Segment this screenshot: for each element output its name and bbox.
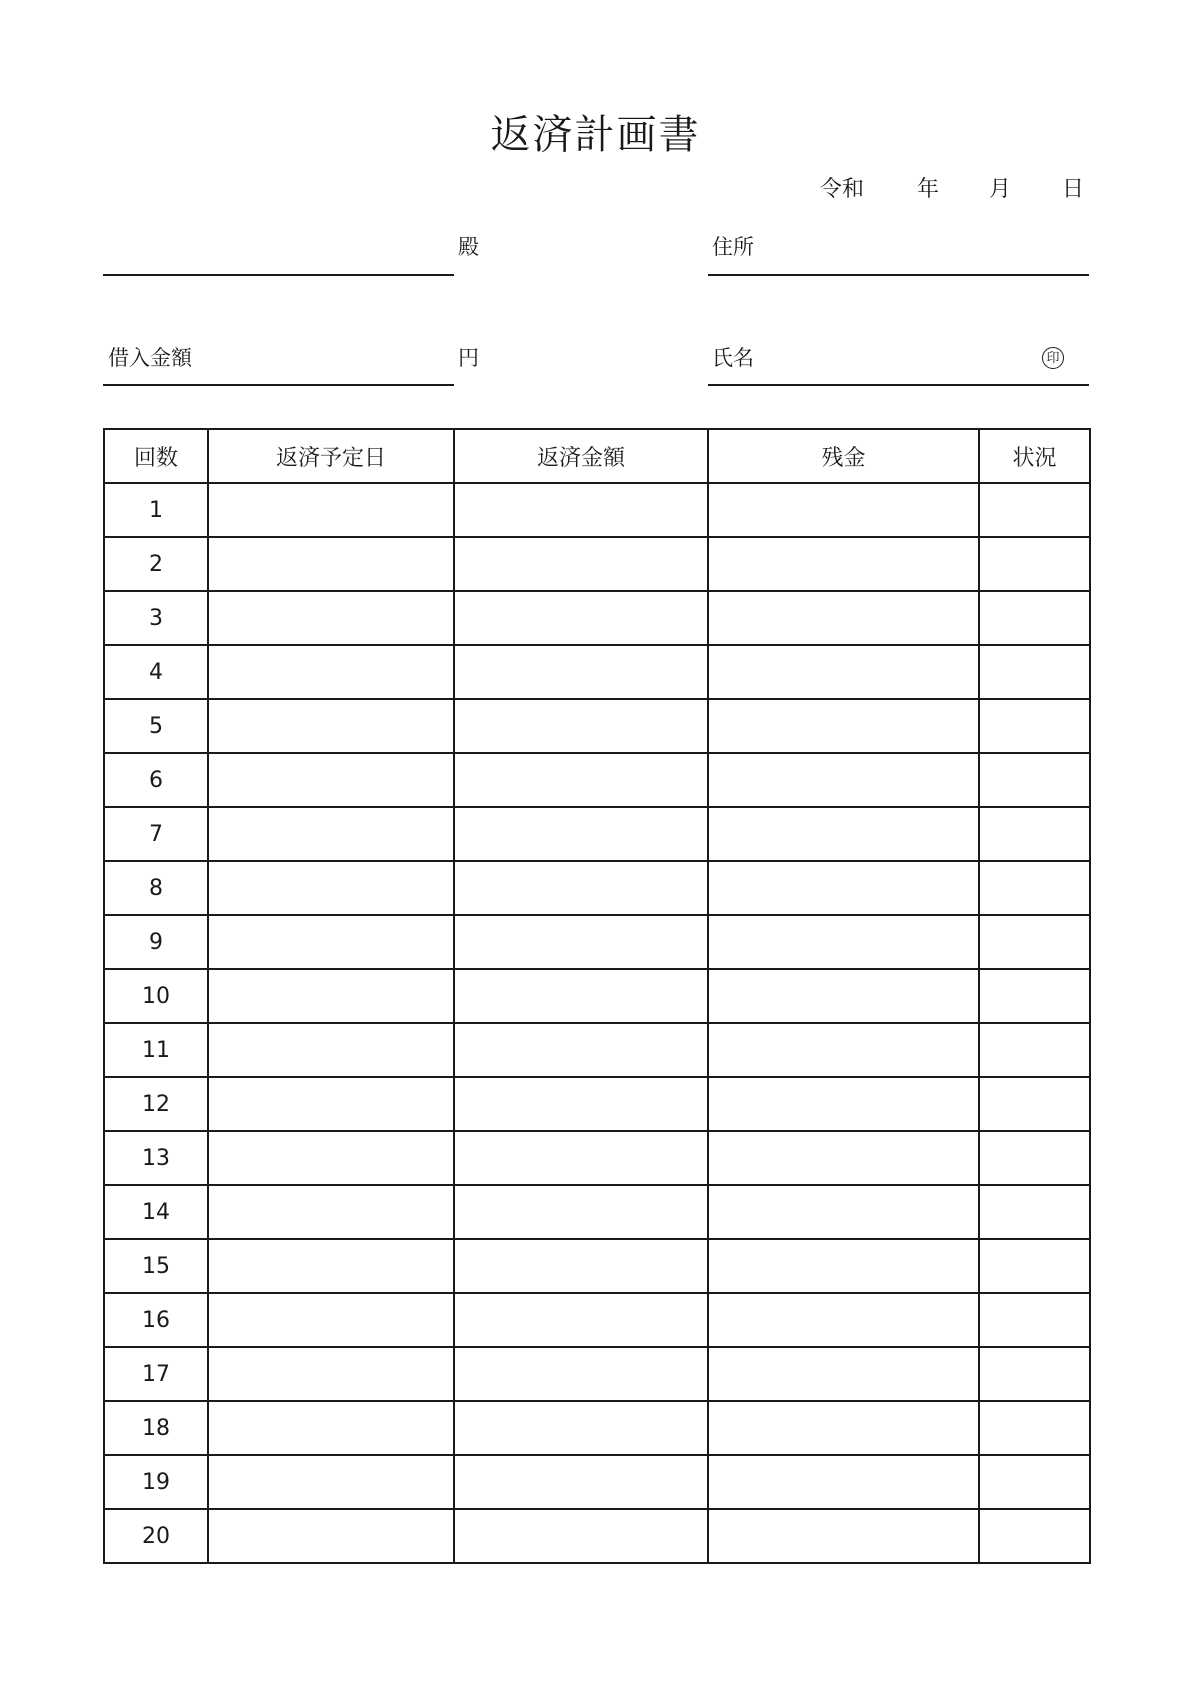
cell-balance[interactable] xyxy=(708,861,979,915)
cell-scheduled-date[interactable] xyxy=(208,1023,454,1077)
row-number: 15 xyxy=(104,1239,208,1293)
recipient-honorific: 殿 xyxy=(458,235,479,259)
row-number: 19 xyxy=(104,1455,208,1509)
cell-status[interactable] xyxy=(979,861,1090,915)
cell-status[interactable] xyxy=(979,1077,1090,1131)
cell-balance[interactable] xyxy=(708,591,979,645)
table-row xyxy=(104,699,1090,753)
cell-status[interactable] xyxy=(979,1023,1090,1077)
cell-status[interactable] xyxy=(979,1131,1090,1185)
table-header-row xyxy=(104,429,1090,483)
cell-scheduled-date[interactable] xyxy=(208,483,454,537)
header-scheduled-date: 返済予定日 xyxy=(208,429,454,483)
cell-repayment-amount[interactable] xyxy=(454,915,708,969)
cell-balance[interactable] xyxy=(708,1239,979,1293)
row-number: 7 xyxy=(104,807,208,861)
row-number: 11 xyxy=(104,1023,208,1077)
cell-repayment-amount[interactable] xyxy=(454,1185,708,1239)
cell-status[interactable] xyxy=(979,1185,1090,1239)
header-count: 回数 xyxy=(104,429,208,483)
cell-balance[interactable] xyxy=(708,969,979,1023)
table-row xyxy=(104,1401,1090,1455)
date-month-label: 月 xyxy=(989,177,1012,202)
header-status: 状況 xyxy=(979,429,1090,483)
cell-scheduled-date[interactable] xyxy=(208,1239,454,1293)
cell-scheduled-date[interactable] xyxy=(208,1077,454,1131)
cell-scheduled-date[interactable] xyxy=(208,915,454,969)
row-number: 12 xyxy=(104,1077,208,1131)
cell-status[interactable] xyxy=(979,645,1090,699)
cell-balance[interactable] xyxy=(708,1077,979,1131)
cell-scheduled-date[interactable] xyxy=(208,1347,454,1401)
cell-status[interactable] xyxy=(979,591,1090,645)
cell-status[interactable] xyxy=(979,807,1090,861)
cell-status[interactable] xyxy=(979,1401,1090,1455)
table-row xyxy=(104,969,1090,1023)
cell-status[interactable] xyxy=(979,537,1090,591)
cell-scheduled-date[interactable] xyxy=(208,807,454,861)
table-row xyxy=(104,645,1090,699)
table-row xyxy=(104,1239,1090,1293)
cell-status[interactable] xyxy=(979,753,1090,807)
table-row xyxy=(104,537,1090,591)
cell-repayment-amount[interactable] xyxy=(454,645,708,699)
cell-balance[interactable] xyxy=(708,1293,979,1347)
date-day-label: 日 xyxy=(1062,177,1085,202)
row-number: 13 xyxy=(104,1131,208,1185)
cell-scheduled-date[interactable] xyxy=(208,1401,454,1455)
row-number: 6 xyxy=(104,753,208,807)
cell-repayment-amount[interactable] xyxy=(454,753,708,807)
cell-repayment-amount[interactable] xyxy=(454,861,708,915)
row-number: 1 xyxy=(104,483,208,537)
cell-repayment-amount[interactable] xyxy=(454,1455,708,1509)
cell-balance[interactable] xyxy=(708,1401,979,1455)
header-balance: 残金 xyxy=(708,429,979,483)
date-year-label: 年 xyxy=(917,177,940,202)
table-row xyxy=(104,1077,1090,1131)
cell-status[interactable] xyxy=(979,1347,1090,1401)
cell-scheduled-date[interactable] xyxy=(208,1131,454,1185)
cell-balance[interactable] xyxy=(708,1347,979,1401)
table-row xyxy=(104,753,1090,807)
table-row xyxy=(104,483,1090,537)
cell-repayment-amount[interactable] xyxy=(454,537,708,591)
cell-status[interactable] xyxy=(979,969,1090,1023)
row-number: 10 xyxy=(104,969,208,1023)
cell-balance[interactable] xyxy=(708,699,979,753)
table-row xyxy=(104,1347,1090,1401)
loan-amount-unit: 円 xyxy=(458,346,479,370)
cell-balance[interactable] xyxy=(708,753,979,807)
table-row xyxy=(104,861,1090,915)
cell-scheduled-date[interactable] xyxy=(208,1455,454,1509)
table-row xyxy=(104,1023,1090,1077)
repayment-schedule-table xyxy=(103,428,1091,1564)
cell-status[interactable] xyxy=(979,1293,1090,1347)
cell-balance[interactable] xyxy=(708,807,979,861)
cell-status[interactable] xyxy=(979,1455,1090,1509)
address-label: 住所 xyxy=(712,235,754,259)
cell-scheduled-date[interactable] xyxy=(208,1509,454,1563)
cell-scheduled-date[interactable] xyxy=(208,645,454,699)
cell-status[interactable] xyxy=(979,915,1090,969)
cell-repayment-amount[interactable] xyxy=(454,807,708,861)
loan-amount-line[interactable] xyxy=(103,384,454,386)
name-label: 氏名 xyxy=(712,346,754,370)
cell-balance[interactable] xyxy=(708,1509,979,1563)
row-number: 5 xyxy=(104,699,208,753)
cell-scheduled-date[interactable] xyxy=(208,969,454,1023)
cell-scheduled-date[interactable] xyxy=(208,861,454,915)
row-number: 8 xyxy=(104,861,208,915)
row-number: 9 xyxy=(104,915,208,969)
row-number: 4 xyxy=(104,645,208,699)
seal-icon: 印 xyxy=(1042,347,1064,369)
address-line[interactable] xyxy=(708,274,1089,276)
table-row xyxy=(104,591,1090,645)
date-era: 令和 xyxy=(820,177,865,202)
table-row xyxy=(104,915,1090,969)
cell-repayment-amount[interactable] xyxy=(454,1023,708,1077)
cell-scheduled-date[interactable] xyxy=(208,537,454,591)
cell-repayment-amount[interactable] xyxy=(454,969,708,1023)
cell-repayment-amount[interactable] xyxy=(454,699,708,753)
row-number: 2 xyxy=(104,537,208,591)
cell-status[interactable] xyxy=(979,483,1090,537)
cell-scheduled-date[interactable] xyxy=(208,753,454,807)
cell-balance[interactable] xyxy=(708,483,979,537)
row-number: 17 xyxy=(104,1347,208,1401)
cell-repayment-amount[interactable] xyxy=(454,1077,708,1131)
table-row xyxy=(104,1455,1090,1509)
cell-repayment-amount[interactable] xyxy=(454,1347,708,1401)
cell-repayment-amount[interactable] xyxy=(454,1401,708,1455)
row-number: 18 xyxy=(104,1401,208,1455)
cell-balance[interactable] xyxy=(708,1023,979,1077)
table-row xyxy=(104,1293,1090,1347)
cell-balance[interactable] xyxy=(708,1455,979,1509)
loan-amount-label: 借入金額 xyxy=(108,346,192,370)
cell-balance[interactable] xyxy=(708,645,979,699)
name-line[interactable] xyxy=(708,384,1089,386)
row-number: 16 xyxy=(104,1293,208,1347)
cell-balance[interactable] xyxy=(708,915,979,969)
cell-repayment-amount[interactable] xyxy=(454,1239,708,1293)
cell-scheduled-date[interactable] xyxy=(208,1185,454,1239)
cell-repayment-amount[interactable] xyxy=(454,1293,708,1347)
cell-scheduled-date[interactable] xyxy=(208,591,454,645)
cell-scheduled-date[interactable] xyxy=(208,1293,454,1347)
cell-balance[interactable] xyxy=(708,1131,979,1185)
cell-status[interactable] xyxy=(979,699,1090,753)
table-row xyxy=(104,807,1090,861)
cell-repayment-amount[interactable] xyxy=(454,483,708,537)
row-number: 14 xyxy=(104,1185,208,1239)
cell-status[interactable] xyxy=(979,1239,1090,1293)
cell-scheduled-date[interactable] xyxy=(208,699,454,753)
table-row xyxy=(104,1509,1090,1563)
cell-balance[interactable] xyxy=(708,1185,979,1239)
cell-status[interactable] xyxy=(979,1509,1090,1563)
row-number: 3 xyxy=(104,591,208,645)
cell-balance[interactable] xyxy=(708,537,979,591)
header-repayment-amount: 返済金額 xyxy=(454,429,708,483)
page-title: 返済計画書 xyxy=(490,112,701,158)
cell-repayment-amount[interactable] xyxy=(454,591,708,645)
recipient-line[interactable] xyxy=(103,274,454,276)
row-number: 20 xyxy=(104,1509,208,1563)
table-row xyxy=(104,1185,1090,1239)
cell-repayment-amount[interactable] xyxy=(454,1131,708,1185)
cell-repayment-amount[interactable] xyxy=(454,1509,708,1563)
table-row xyxy=(104,1131,1090,1185)
